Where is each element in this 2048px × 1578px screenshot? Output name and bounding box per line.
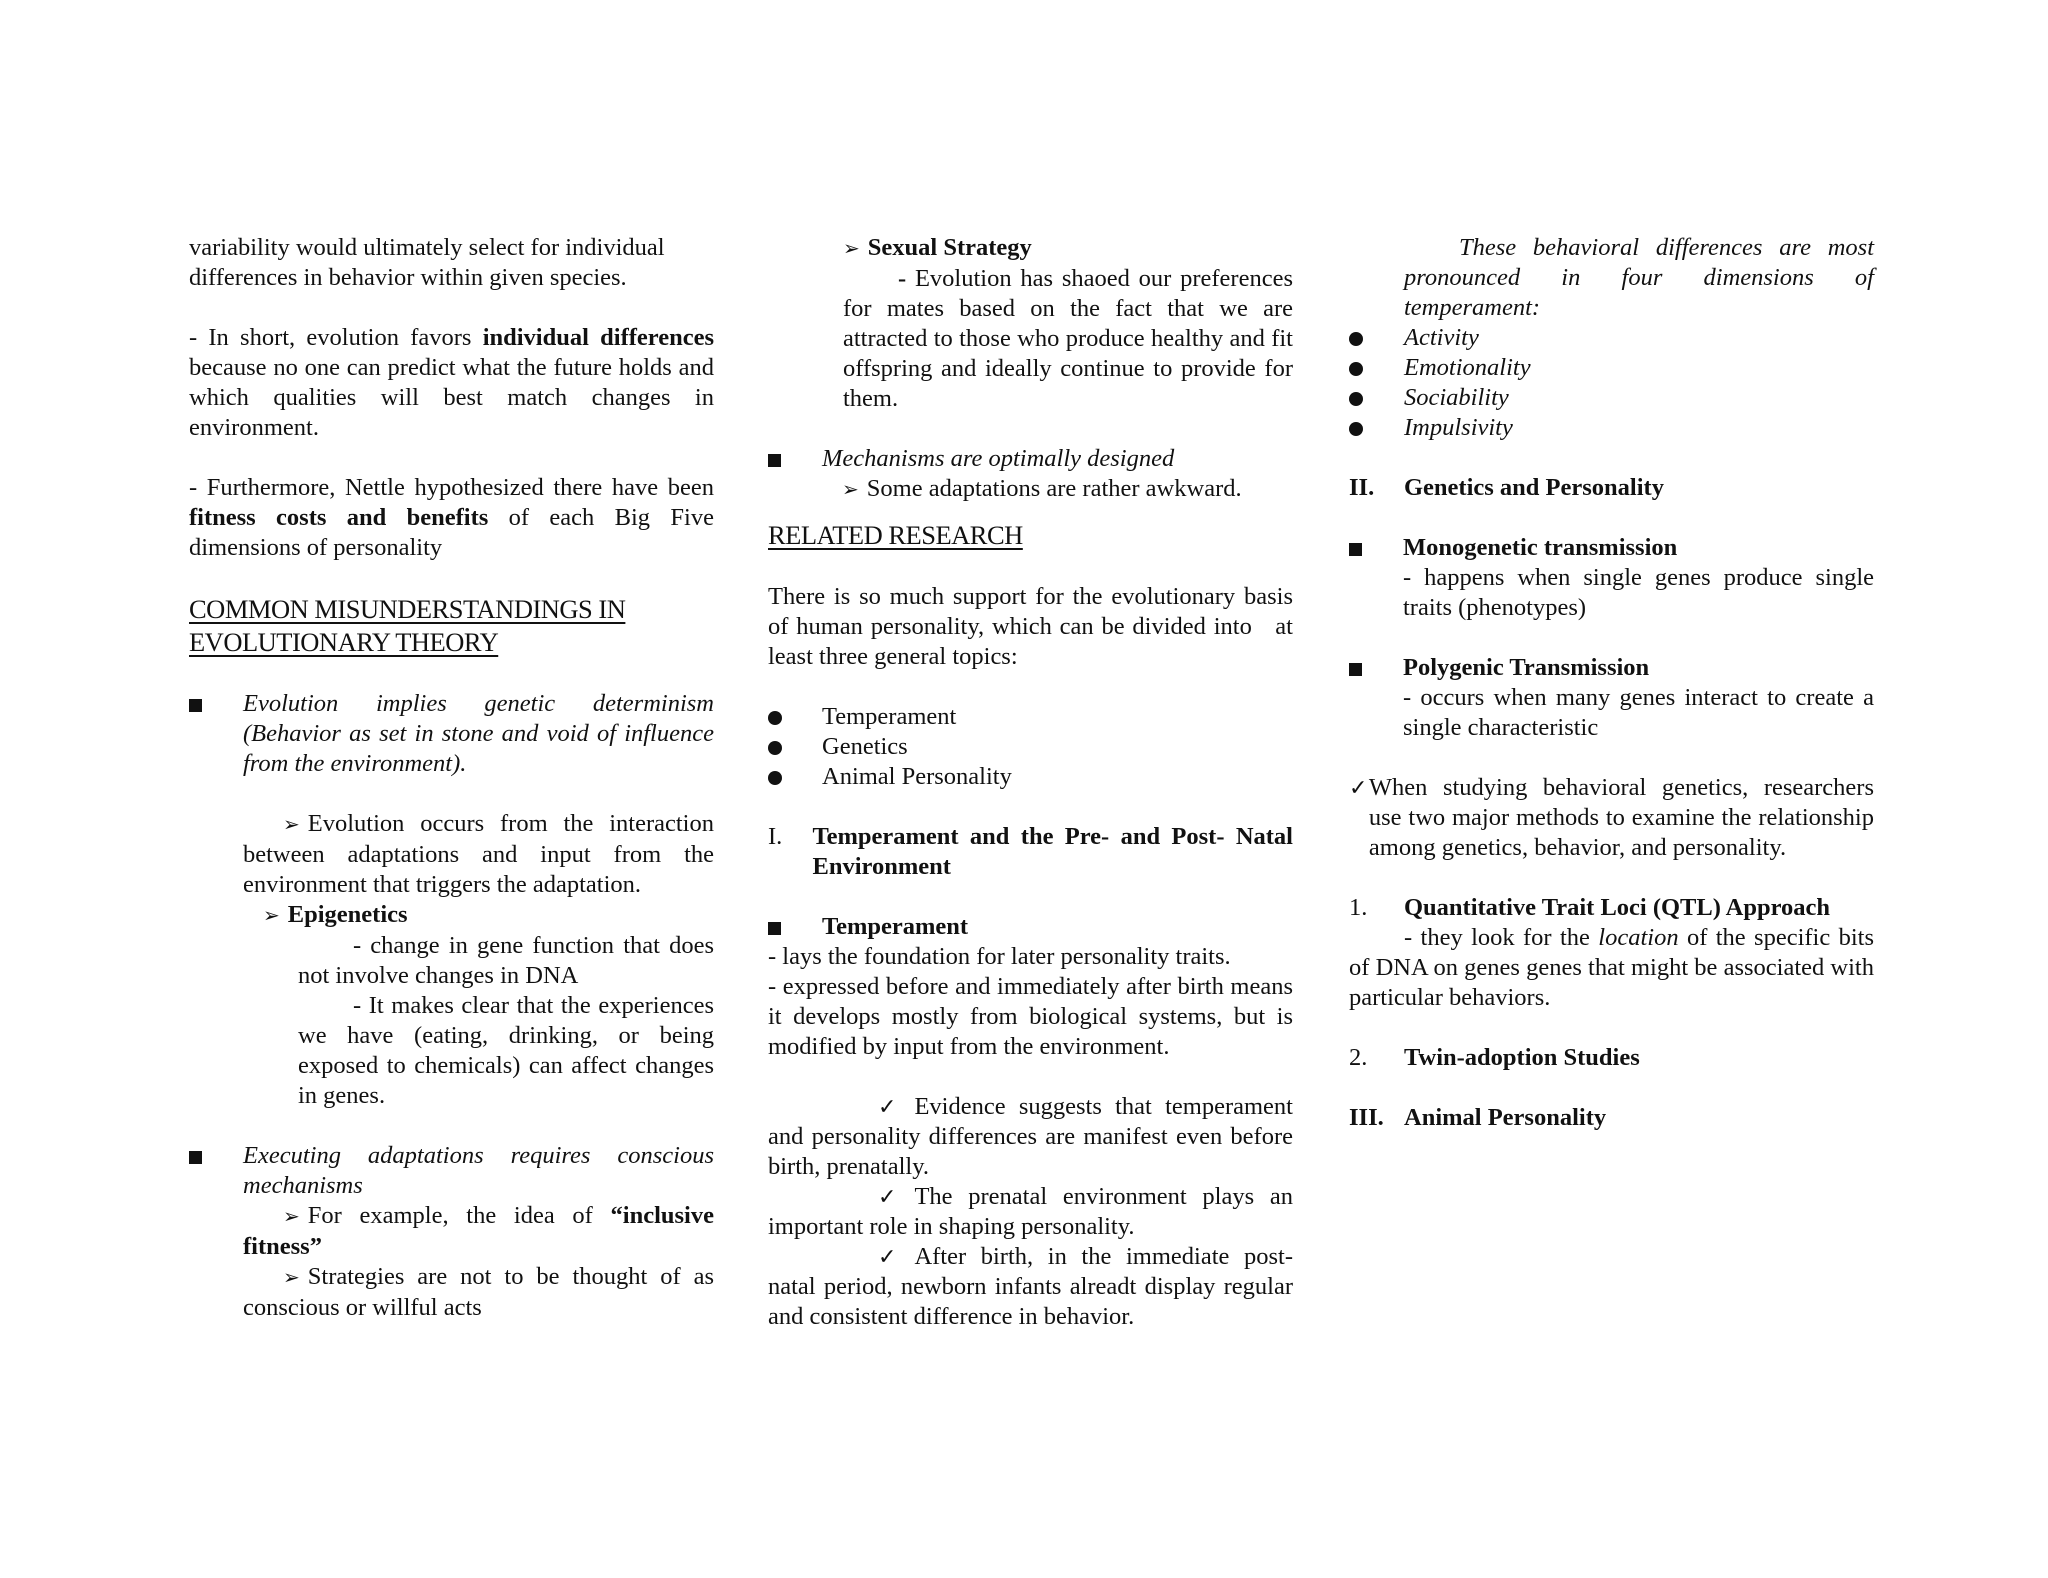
support-paragraph: There is so much support for the evolutionary basis of human personality, which can be divided into at least three general topics: bbox=[768, 583, 1293, 670]
round-bullet-icon bbox=[768, 711, 782, 725]
method-number: 2. bbox=[1349, 1044, 1368, 1071]
sexual-strategy-label: Sexual Strategy bbox=[867, 234, 1032, 261]
monogenetic-title: Monogenetic transmission bbox=[1403, 534, 1678, 561]
dimension-label: Impulsivity bbox=[1404, 414, 1513, 441]
method-1-text bbox=[1349, 923, 1874, 1013]
polygenic-item bbox=[1349, 653, 1874, 743]
section-title: Animal Personality bbox=[1404, 1104, 1607, 1131]
misconception-item-1 bbox=[189, 689, 714, 1111]
epigenetics-def-1: - change in gene function that does not involve changes in DNA bbox=[298, 932, 714, 989]
topic-item bbox=[768, 702, 1293, 732]
method-1-emphasis: location bbox=[1598, 924, 1679, 951]
column-3 bbox=[1349, 233, 1874, 1133]
method-2-heading bbox=[1349, 1043, 1874, 1073]
epigenetics-label: Epigenetics bbox=[287, 901, 408, 928]
evidence-check-1-text: Evidence suggests that temperament and personality differences are manifest even before birth, prenatally. bbox=[768, 1093, 1293, 1180]
mechanisms-item bbox=[768, 444, 1293, 505]
topic-label: Animal Personality bbox=[822, 763, 1012, 790]
dimension-item bbox=[1349, 353, 1874, 383]
dimension-label: Activity bbox=[1404, 324, 1479, 351]
misconception-2-sub-2 bbox=[243, 1262, 714, 1323]
topic-label: Temperament bbox=[822, 703, 957, 730]
dimension-item bbox=[1349, 413, 1874, 443]
sexual-strategy-text bbox=[768, 264, 1293, 414]
misconception-item-2 bbox=[189, 1141, 714, 1323]
dimension-label: Emotionality bbox=[1404, 354, 1531, 381]
section-number: I. bbox=[768, 823, 783, 850]
intro-paragraph bbox=[189, 233, 714, 293]
epigenetics-item bbox=[243, 900, 714, 931]
method-title: Twin-adoption Studies bbox=[1404, 1044, 1640, 1071]
temperament-label: Temperament bbox=[822, 913, 969, 940]
section-title: Genetics and Personality bbox=[1404, 474, 1664, 501]
heading-line-1: COMMON MISUNDERSTANDINGS IN bbox=[189, 594, 626, 624]
topic-label: Genetics bbox=[822, 733, 908, 760]
arrow-bullet-icon: ➢ bbox=[283, 1267, 300, 1289]
method-number: 1. bbox=[1349, 894, 1368, 921]
square-bullet-icon bbox=[1349, 663, 1362, 676]
dimensions-list bbox=[1349, 323, 1874, 443]
topic-item bbox=[768, 762, 1293, 792]
checkmark-icon: ✓ bbox=[1349, 775, 1368, 800]
intro-line-1: variability would ultimately select for individual bbox=[189, 234, 665, 261]
furthermore-emphasis: fitness costs and benefits bbox=[189, 504, 489, 531]
heading-line-2: EVOLUTIONARY THEORY bbox=[189, 627, 499, 657]
method-1-text-a: - they look for the bbox=[1404, 924, 1599, 951]
strategies-text: Strategies are not to be thought of as conscious or willful acts bbox=[243, 1263, 714, 1321]
method-1-heading bbox=[1349, 893, 1874, 923]
misconception-2-sub-1 bbox=[243, 1201, 714, 1262]
round-bullet-icon bbox=[1349, 332, 1363, 346]
topic-item bbox=[768, 732, 1293, 762]
round-bullet-icon bbox=[1349, 362, 1363, 376]
in-short-paragraph bbox=[189, 323, 714, 443]
sexual-strategy-description: Evolution has shaoed our preferences for mates based on the fact that we are attracted to those who produce healthy and fit offspring and ideally continue to provide for them. bbox=[843, 265, 1293, 412]
column-2 bbox=[768, 233, 1293, 1332]
temperament-line-1: - lays the foundation for later personality traits. bbox=[768, 943, 1231, 970]
monogenetic-item bbox=[1349, 533, 1874, 623]
section-3-heading bbox=[1349, 1103, 1874, 1133]
misconception-1-sub-1 bbox=[243, 809, 714, 900]
square-bullet-icon bbox=[768, 922, 781, 935]
furthermore-rest: of each Big Five dimensions of personality bbox=[189, 504, 714, 561]
misunderstandings-heading bbox=[189, 593, 714, 659]
column-1 bbox=[189, 233, 714, 1323]
round-bullet-icon bbox=[768, 771, 782, 785]
dimension-item bbox=[1349, 383, 1874, 413]
checkmark-icon: ✓ bbox=[878, 1094, 897, 1119]
square-bullet-icon bbox=[1349, 543, 1362, 556]
mechanisms-sub bbox=[822, 474, 1293, 505]
evidence-check-3-text: After birth, in the immediate post-natal period, newborn infants alreadt display regular and consistent difference in behavior. bbox=[768, 1243, 1293, 1330]
furthermore-text: - Furthermore, Nettle hypothesized there have been bbox=[189, 474, 714, 501]
in-short-rest: because no one can predict what the future holds and which qualities will best match changes in environment. bbox=[189, 354, 714, 441]
dimension-label: Sociability bbox=[1404, 384, 1509, 411]
evidence-check-3 bbox=[768, 1242, 1293, 1332]
monogenetic-text: - happens when single genes produce single traits (phenotypes) bbox=[1403, 564, 1874, 621]
sexual-strategy-item bbox=[768, 233, 1293, 264]
mechanisms-sub-text: Some adaptations are rather awkward. bbox=[866, 475, 1242, 502]
arrow-bullet-icon: ➢ bbox=[263, 905, 280, 927]
polygenic-title: Polygenic Transmission bbox=[1403, 654, 1650, 681]
round-bullet-icon bbox=[768, 741, 782, 755]
round-bullet-icon bbox=[1349, 422, 1363, 436]
inclusive-fitness-text: For example, the idea of bbox=[307, 1202, 611, 1229]
misconception-1-text: Evolution implies genetic determinism (Behavior as set in stone and void of influence from the environment). bbox=[243, 690, 714, 777]
methods-text: When studying behavioral genetics, researchers use two major methods to examine the relationship among genetics, behavior, and personality. bbox=[1368, 774, 1874, 861]
square-bullet-icon bbox=[189, 1151, 202, 1164]
section-1-heading bbox=[768, 822, 1293, 882]
section-number: III. bbox=[1349, 1104, 1384, 1131]
methods-check-item bbox=[1349, 773, 1874, 863]
section-2-heading bbox=[1349, 473, 1874, 503]
misconception-1-sub-1-text: Evolution occurs from the interaction between adaptations and input from the environment that triggers the adaptation. bbox=[243, 810, 714, 898]
arrow-bullet-icon: ➢ bbox=[843, 238, 860, 260]
inclusive-fitness-term: “inclusive fitness” bbox=[243, 1202, 714, 1260]
furthermore-paragraph bbox=[189, 473, 714, 563]
arrow-bullet-icon: ➢ bbox=[842, 479, 859, 501]
related-research-heading: RELATED RESEARCH bbox=[768, 520, 1023, 550]
square-bullet-icon bbox=[768, 454, 781, 467]
method-1-text-c: of the specific bits of DNA on genes genes that might be associated with particular behaviors. bbox=[1349, 924, 1874, 1011]
intro-line-2: differences in behavior within given species. bbox=[189, 264, 627, 291]
section-number: II. bbox=[1349, 474, 1375, 501]
checkmark-icon: ✓ bbox=[878, 1244, 897, 1269]
epigenetics-def-2: - It makes clear that the experiences we have (eating, drinking, or being exposed to chemicals) can affect changes in genes. bbox=[298, 992, 714, 1109]
evidence-check-2 bbox=[768, 1182, 1293, 1242]
dimensions-intro: These behavioral differences are most pronounced in four dimensions of temperament: bbox=[1404, 234, 1874, 321]
mechanisms-text: Mechanisms are optimally designed bbox=[822, 445, 1175, 472]
arrow-bullet-icon: ➢ bbox=[283, 1206, 300, 1228]
evidence-check-2-text: The prenatal environment plays an important role in shaping personality. bbox=[768, 1183, 1293, 1240]
arrow-bullet-icon: ➢ bbox=[283, 814, 300, 836]
evidence-check-1 bbox=[768, 1092, 1293, 1182]
round-bullet-icon bbox=[1349, 392, 1363, 406]
polygenic-text: - occurs when many genes interact to create a single characteristic bbox=[1403, 684, 1874, 741]
method-title: Quantitative Trait Loci (QTL) Approach bbox=[1404, 894, 1831, 921]
section-title: Temperament and the Pre- and Post- Natal Environment bbox=[812, 823, 1293, 880]
in-short-emphasis: individual differences bbox=[482, 324, 714, 351]
misconception-2-text: Executing adaptations requires conscious mechanisms bbox=[243, 1142, 714, 1199]
in-short-text: - In short, evolution favors bbox=[189, 324, 483, 351]
dash-mark: - bbox=[898, 265, 907, 292]
dimension-item bbox=[1349, 323, 1874, 353]
square-bullet-icon bbox=[189, 699, 202, 712]
checkmark-icon: ✓ bbox=[878, 1184, 897, 1209]
temperament-item bbox=[768, 912, 1293, 942]
topics-list bbox=[768, 702, 1293, 792]
temperament-line-2: - expressed before and immediately after birth means it develops mostly from biological systems, but is modified by input from the environment. bbox=[768, 973, 1293, 1060]
